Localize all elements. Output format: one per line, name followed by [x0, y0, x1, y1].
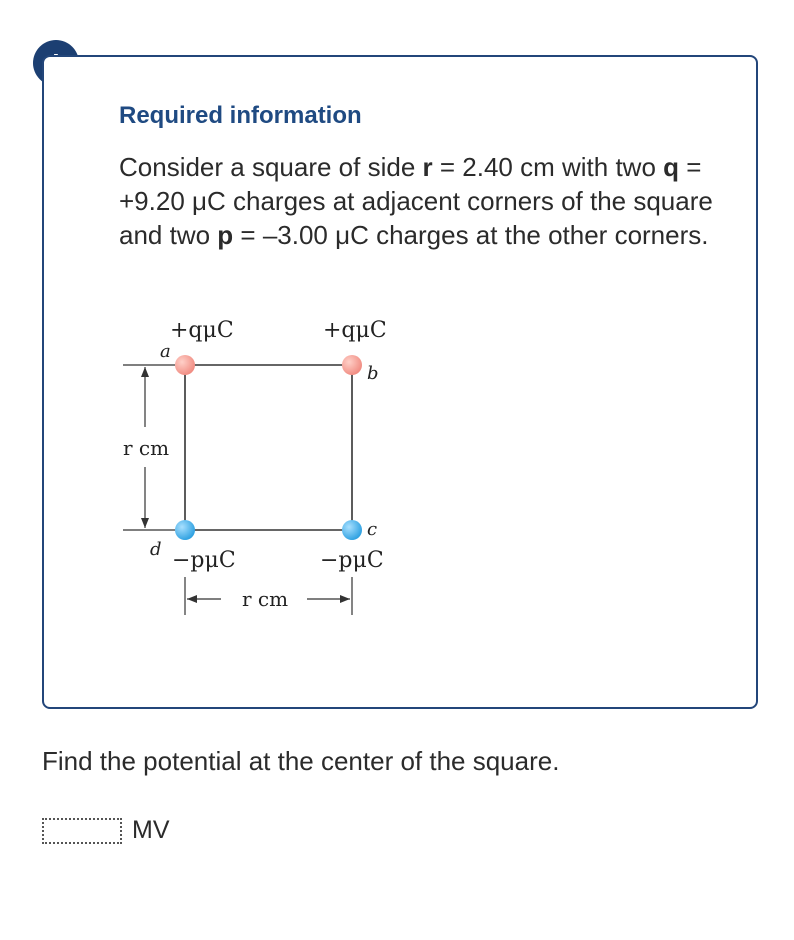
corner-label-c: c — [367, 519, 378, 540]
charge-a-positive — [175, 355, 195, 375]
charge-label-a: +qμC — [170, 318, 234, 343]
answer-input[interactable] — [42, 818, 122, 844]
charge-label-d: −pμC — [172, 548, 236, 573]
text-part-2: = 2.40 cm with two — [432, 152, 664, 182]
corner-label-b: b — [367, 363, 379, 384]
q-symbol: q — [663, 152, 680, 182]
text-part-1: Consider a square of side — [119, 152, 423, 182]
charge-c-negative — [342, 520, 362, 540]
dim-arrow-left — [187, 595, 197, 603]
dim-arrow-down — [141, 518, 149, 528]
question-text: Find the potential at the center of the square. — [42, 746, 560, 776]
corner-label-d: d — [150, 539, 162, 560]
answer-row — [42, 816, 170, 845]
charge-d-negative — [175, 520, 195, 540]
square-charge-diagram — [115, 315, 395, 625]
dim-arrow-right — [340, 595, 350, 603]
charge-b-positive — [342, 355, 362, 375]
dim-arrow-up — [141, 367, 149, 377]
problem-statement — [119, 150, 719, 252]
charge-label-c: −pμC — [320, 548, 384, 573]
text-part-4: = –3.00 μC charges at the other corners. — [233, 220, 709, 250]
charge-label-b: +qμC — [323, 318, 387, 343]
corner-label-a: a — [160, 341, 171, 362]
card-title: Required information — [119, 102, 362, 129]
r-symbol: r — [422, 152, 433, 182]
text-part-3: = +9.20 μC charges at adjacent corners of the square and two — [119, 152, 713, 250]
side-label-horizontal: r cm — [242, 587, 289, 611]
unit-label: MV — [132, 816, 170, 844]
side-label-vertical: r cm — [123, 436, 170, 460]
p-symbol: p — [217, 220, 234, 250]
